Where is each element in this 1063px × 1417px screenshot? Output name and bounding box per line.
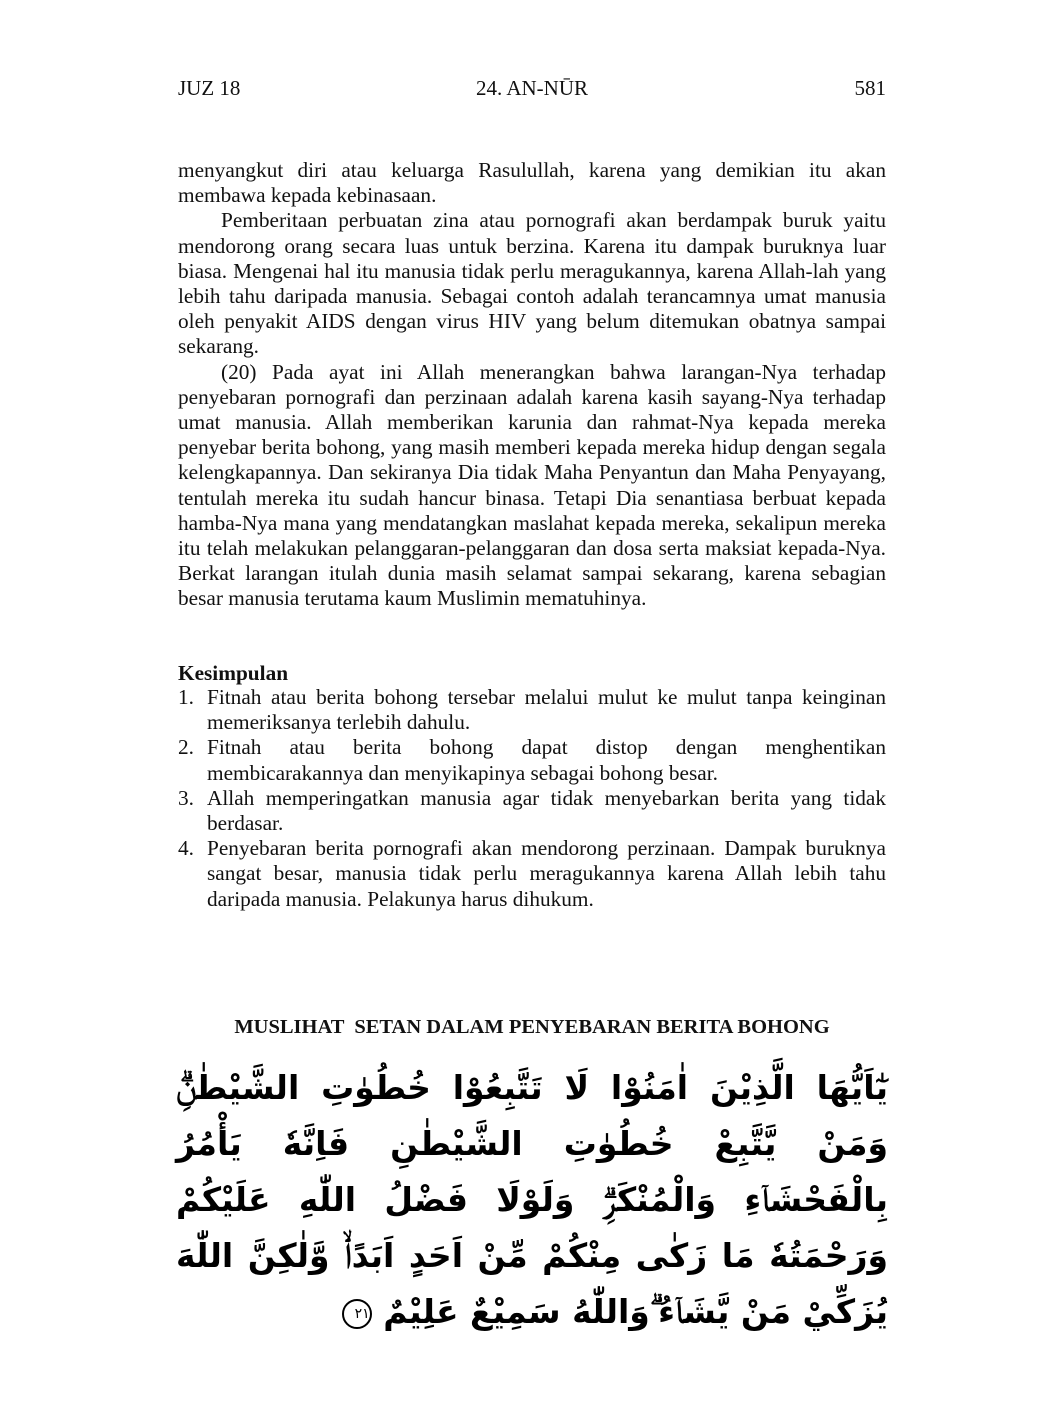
list-number: 1.: [178, 685, 194, 709]
list-number: 3.: [178, 785, 194, 810]
list-text: Allah memperingatkan manusia agar tidak menyebarkan berita yang tidak berdasar.: [207, 785, 886, 836]
arabic-verse-text: يٰٓاَيُّهَا الَّذِيْنَ اٰمَنُوْا لَا تَتَّبِعُوْا خُطُوٰتِ الشَّيْطٰنِۗ وَمَنْ يَّتَّبِعْ خُطُوٰتِ الشَّيْطٰنِ فَاِنَّهٗ يَأْمُرُ بِالْفَحْشَاۤءِ وَالْمُنْكَرِۗ وَلَوْلَا فَضْلُ اللّٰهِ عَلَيْكُمْ وَرَحْمَتُهٗ مَا زَكٰى مِنْكُمْ مِّنْ اَحَدٍ اَبَدًاۙ وَّلٰكِنَّ اللّٰهَ يُزَكِّيْ مَنْ يَّشَاۤءُ ۗوَاللّٰهُ سَمِيْعٌ عَلِيْمٌ: [176, 1068, 888, 1331]
ayah-number-marker: ٢١: [342, 1299, 372, 1329]
list-text: Fitnah atau berita bohong dapat distop dengan menghentikan membicarakannya dan menyikapinya sebagai bohong besar.: [207, 735, 886, 785]
paragraph: Pemberitaan perbuatan zina atau pornografi akan berdampak buruk yaitu mendorong orang secara luas untuk berzina. Karena itu dampak buruknya luar biasa. Mengenai hal itu manusia tidak perlu meragukannya, karena Allah-lah yang lebih tahu daripada manusia. Sebagai contoh adalah terancamnya umat manusia oleh penyakit AIDS dengan virus HIV yang belum ditemukan obatnya sampai sekarang.: [178, 208, 886, 359]
paragraph: (20) Pada ayat ini Allah menerangkan bahwa larangan-Nya terhadap penyebaran pornografi dan perzinaan adalah karena kasih sayang-Nya terhadap umat manusia. Allah memberikan karunia dan rahmat-Nya kepada mereka penyebar berita bohong, yang masih memberi kepada mereka hidup dengan segala kelengkapannya. Dan sekiranya Dia tidak Maha Penyantun dan Maha Penyayang, tentulah mereka itu sudah hancur binasa. Tetapi Dia senantiasa berbuat kepada hamba-Nya mana yang mendatangkan maslahat kepada mereka, sekalipun mereka itu telah melakukan pelanggaran-pelanggaran dan dosa serta maksiat kepada-Nya. Berkat larangan itulah dunia masih selamat sampai sekarang, karena sebagian besar manusia terutama kaum Muslimin mematuhinya.: [178, 359, 886, 611]
list-text: Penyebaran berita pornografi akan mendorong perzinaan. Dampak buruknya sangat besar, manusia tidak perlu meragukannya karena Allah lebih tahu daripada manusia. Pelakunya harus dihukum.: [207, 836, 886, 911]
arabic-verse: [176, 1060, 888, 1340]
section-heading: MUSLIHAT SETAN DALAM PENYEBARAN BERITA BOHONG: [234, 1016, 830, 1038]
page-header: [178, 76, 886, 106]
paragraph: menyangkut diri atau keluarga Rasulullah, karena yang demikian itu akan membawa kepada kebinasaan.: [178, 158, 886, 208]
list-item: [178, 786, 886, 836]
juz-label: JUZ 18: [178, 76, 241, 100]
list-item: [178, 685, 886, 735]
list-number: 4.: [178, 836, 194, 861]
conclusion-list: [178, 685, 886, 912]
list-item: [178, 836, 886, 912]
conclusion-title: Kesimpulan: [178, 661, 289, 685]
list-number: 2.: [178, 735, 194, 760]
surah-title: 24. AN-NŪR: [475, 76, 588, 100]
page-number: 581: [854, 76, 886, 100]
list-text: Fitnah atau berita bohong tersebar melalui mulut ke mulut tanpa keinginan memeriksanya terlebih dahulu.: [207, 685, 886, 735]
list-item: [178, 735, 886, 785]
body-text: [178, 158, 886, 612]
